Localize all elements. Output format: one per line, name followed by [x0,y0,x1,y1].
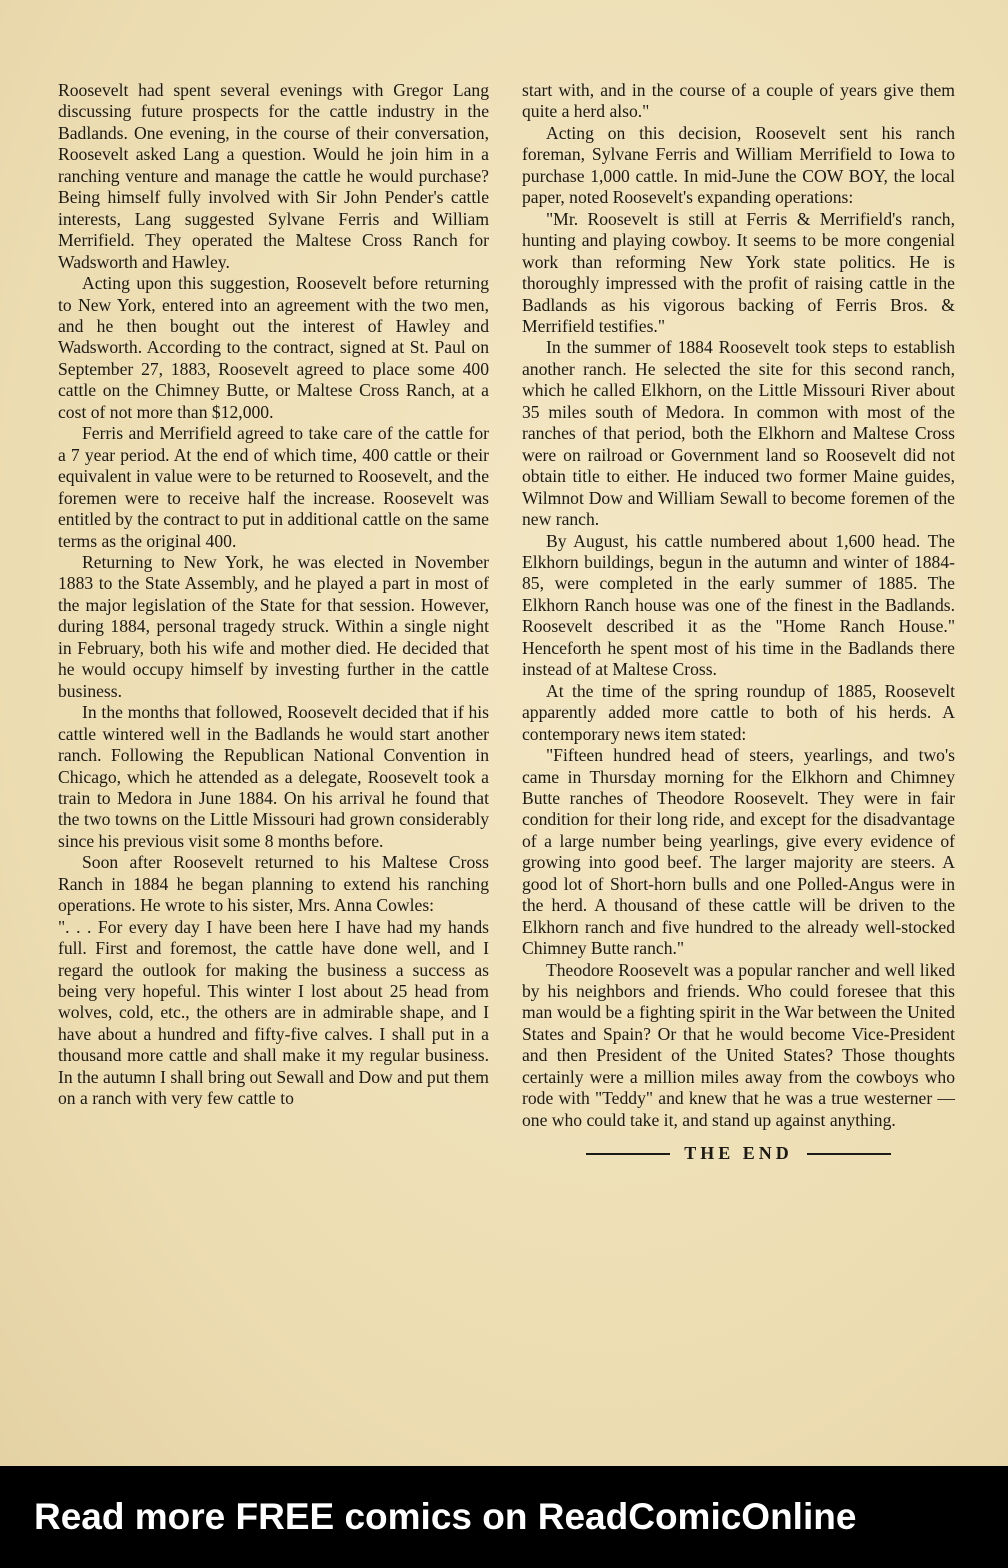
quote-paragraph: "Fifteen hundred head of steers, yearlings, and two's came in Thursday morning for the Elkhorn and Chimney Butte ranches of Theodore Roosevelt. They were in fair condition for their long ride, and except for the disadvantage of a large number being yearlings, give every evidence of growing into good beef. The larger majority are steers. A good lot of Short-horn bulls and one Polled-Angus were in the herd. A thousand of these cattle will be driven to the Elkhorn ranch and five hundred to the already well-stocked Chimney Butte ranch." [522,745,955,959]
right-text-column [522,80,955,1165]
paragraph: Soon after Roosevelt returned to his Maltese Cross Ranch in 1884 he began planning to extend his ranching operations. He wrote to his sister, Mrs. Anna Cowles: [58,852,489,916]
paragraph: Roosevelt had spent several evenings with Gregor Lang discussing future prospects for the cattle industry in the Badlands. One evening, in the course of their conversation, Roosevelt asked Lang a question. Would he join him in a ranching venture and manage the cattle he would purchase? Being himself fully involved with Sir John Pender's cattle interests, Lang suggested Sylvane Ferris and William Merrifield. They operated the Maltese Cross Ranch for Wadsworth and Hawley. [58,80,489,272]
paragraph: Theodore Roosevelt was a popular rancher and well liked by his neighbors and friends. Who could foresee that this man would be a fighting spirit in the War between the United States and Spain? Or that he would become Vice-President and then President of the United States? Those thoughts certainly were a million miles away from the cowboys who rode with "Teddy" and knew that he was a true westerner — one who could take it, and stand up against anything. [522,959,955,1130]
paragraph: Acting on this decision, Roosevelt sent his ranch foreman, Sylvane Ferris and William Merrifield to Iowa to purchase 1,000 cattle. In mid-June the COW BOY, the local paper, noted Roosevelt's expanding operations: [522,122,955,208]
paragraph: In the summer of 1884 Roosevelt took steps to establish another ranch. He selected the site for this second ranch, which he called Elkhorn, on the Little Missouri River about 35 miles south of Medora. In common with most of the ranches of that period, both the Elkhorn and Maltese Cross were on railroad or Government land so Roosevelt did not obtain title to either. He induced two former Maine guides, Wilmnot Dow and William Sewall to become foremen of the new ranch. [522,337,955,530]
paragraph: Ferris and Merrifield agreed to take care of the cattle for a 7 year period. At the end of which time, 400 cattle or their equivalent in value were to be returned to Roosevelt, and the foremen were to receive half the increase. Roosevelt was entitled by the contract to put in additional cattle on the same terms as the original 400. [58,423,489,551]
paragraph: start with, and in the course of a couple of years give them quite a herd also." [522,80,955,122]
the-end-marker [522,1143,955,1164]
promo-banner-link[interactable]: Read more FREE comics on ReadComicOnline [34,1496,857,1537]
paragraph: By August, his cattle numbered about 1,600 head. The Elkhorn buildings, begun in the autumn and winter of 1884-85, were completed in the early summer of 1885. The Elkhorn Ranch house was one of the finest in the Badlands. Roosevelt described it as the "Home Ranch House." Henceforth he spent most of his time in the Badlands there instead of at Maltese Cross. [522,530,955,680]
paragraph: In the months that followed, Roosevelt decided that if his cattle wintered well in the Badlands he would start another ranch. Following the Republican National Convention in Chicago, which he attended as a delegate, Roosevelt took a train to Medora in June 1884. On his arrival he found that the two towns on the Little Missouri had grown considerably since his previous visit some 8 months before. [58,702,489,851]
the-end-text: THE END [684,1143,793,1164]
quote-paragraph: "Mr. Roosevelt is still at Ferris & Merrifield's ranch, hunting and playing cowboy. It seems to be more congenial work than reforming New York state politics. He is thoroughly impressed with the profit of raising cattle in the Badlands as his vigorous backing of Ferris Bros. & Merrifield testifies." [522,208,955,336]
divider-rule [586,1153,670,1155]
paragraph: Acting upon this suggestion, Roosevelt before returning to New York, entered into an agreement with the two men, and he then bought out the interest of Hawley and Wadsworth. According to the contract, signed at St. Paul on September 27, 1883, Roosevelt agreed to place some 400 cattle on the Chimney Butte, or Maltese Cross Ranch, at a cost of not more than $12,000. [58,273,489,422]
quote-paragraph: ". . . For every day I have been here I have had my hands full. First and foremost, the cattle have done well, and I regard the outlook for making the business a success as being very hopeful. This winter I lost about 25 head from wolves, cold, etc., the others are in admirable shape, and I have about a hundred and fifty-five calves. I shall put in a thousand more cattle and shall make it my regular business. In the autumn I shall bring out Sewall and Dow and put them on a ranch with very few cattle to [58,916,489,1109]
left-text-column [58,80,489,1110]
paragraph: At the time of the spring roundup of 1885, Roosevelt apparently added more cattle to both of his herds. A contemporary news item stated: [522,680,955,744]
promo-banner [0,1466,1008,1568]
paragraph: Returning to New York, he was elected in November 1883 to the State Assembly, and he played a part in most of the major legislation of the State for that session. However, during 1884, personal tragedy struck. Within a single night in February, both his wife and mother died. He decided that he would occupy himself by investing further in the cattle business. [58,551,489,701]
divider-rule [807,1153,891,1155]
